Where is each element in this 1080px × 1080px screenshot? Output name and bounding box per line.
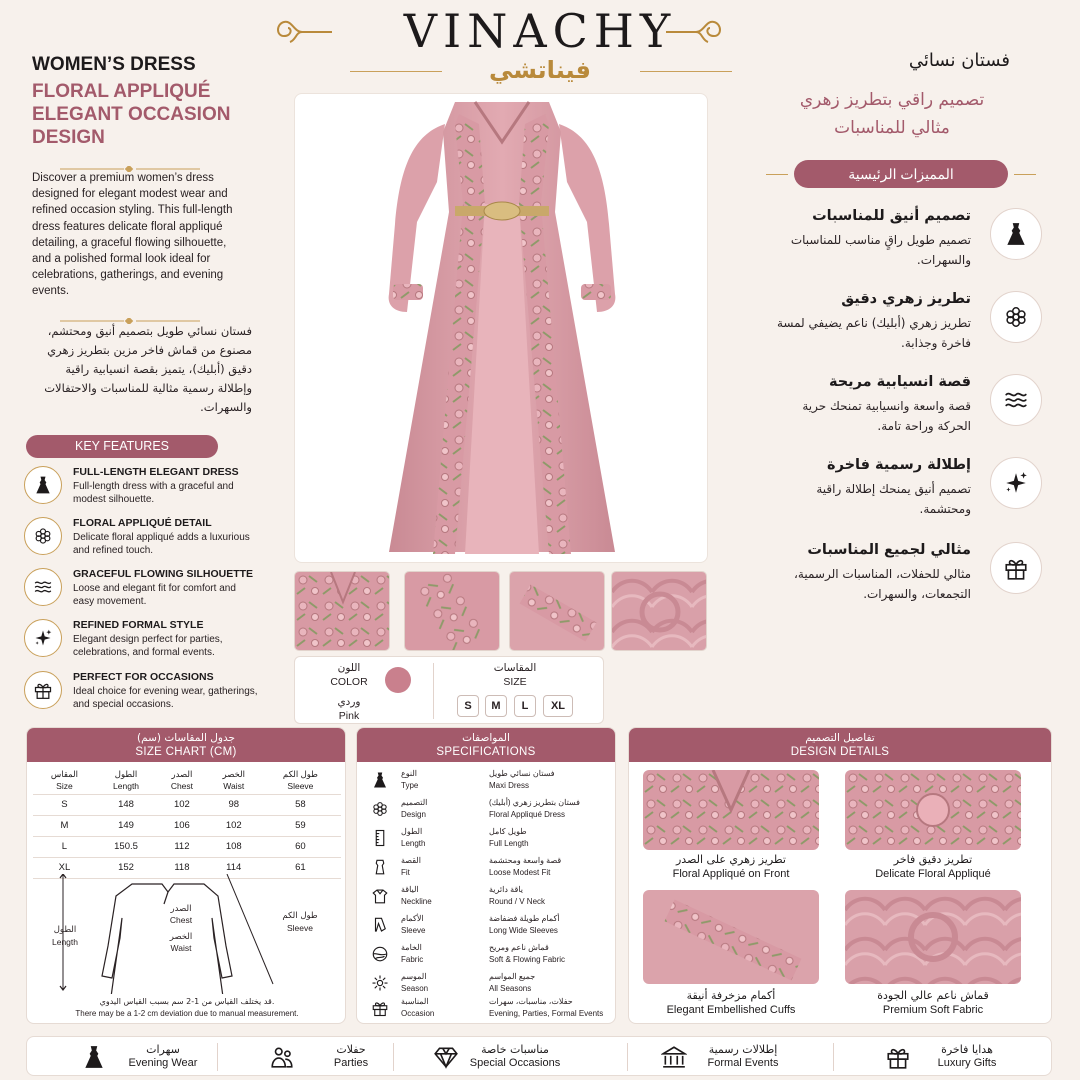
specifications-panel [356, 727, 616, 1024]
table-header-cell: الطول Length [96, 766, 156, 794]
season-icon [371, 974, 389, 992]
gift-icon [990, 542, 1042, 594]
dress-icon [24, 466, 62, 504]
neckline-icon [371, 887, 389, 905]
key-feature-item [24, 671, 264, 715]
occasion-evening-wear: سهرات Evening Wear [73, 1041, 223, 1073]
table-row: L 150.5 112 108 60 [33, 836, 341, 857]
flower-icon [990, 291, 1042, 343]
thumbnail-image[interactable] [404, 571, 500, 651]
building-icon [661, 1044, 687, 1070]
spec-row: الياقة Neckline ياقة دائرية Round / V Neck [371, 884, 603, 912]
key-feature-item [24, 517, 264, 561]
gift-icon [885, 1044, 911, 1070]
feature-desc: تصميم أنيق يمنحك إطلالة راقية ومحتشمة. [816, 482, 971, 516]
size-label-en: SIZE [503, 676, 527, 688]
feature-item-ar [770, 208, 1070, 278]
detail-image-fabric[interactable] [845, 890, 1021, 984]
spec-row: الأكمام Sleeve أكمام طويلة فضفاضة Long Wide Sleeves [371, 913, 603, 941]
fabric-icon [371, 945, 389, 963]
feature-item-ar [770, 457, 1070, 527]
size-chart-title-en: SIZE CHART (CM) [135, 746, 237, 758]
product-subtitle-ar [772, 86, 1012, 142]
feature-title: تصميم أنيق للمناسبات [812, 208, 971, 224]
product-subtitle-en: FLORAL APPLIQUÉ ELEGANT OCCASION DESIGN [32, 81, 231, 148]
spec-row: الموسم Season جميع المواسم All Seasons [371, 971, 603, 999]
size-label [445, 661, 585, 689]
feature-item-ar [770, 291, 1070, 361]
dress-icon [990, 208, 1042, 260]
note-en: There may be a 1-2 cm deviation due to manual measurement. [75, 1009, 299, 1018]
key-feature-item [24, 568, 264, 612]
key-feature-title: FULL-LENGTH ELEGANT DRESS [73, 466, 239, 478]
color-label-ar: اللون [337, 662, 361, 674]
feature-item-ar [770, 542, 1070, 612]
size-option-s[interactable]: S [457, 695, 479, 717]
design-details-title-ar: تفاصيل التصميم [805, 732, 875, 744]
detail-image-front[interactable] [643, 770, 819, 850]
spec-row: الخامة Fabric قماش ناعم ومريح Soft & Flowing Fabric [371, 942, 603, 970]
key-feature-desc: Delicate floral appliqué adds a luxurious and refined touch. [73, 532, 250, 556]
feature-desc: قصة واسعة وانسيابية تمنحك حرية الحركة وراحة تامة. [802, 399, 971, 433]
detail-caption: أكمام مزخرفة أنيقة Elegant Embellished Cuffs [666, 989, 796, 1016]
size-label-ar: المقاسات [493, 662, 537, 674]
specifications-title-en: SPECIFICATIONS [436, 746, 536, 758]
diamond-icon [433, 1044, 459, 1070]
detail-caption: قماش ناعم عالي الجودة Premium Soft Fabric [877, 989, 989, 1016]
table-header-cell: المقاس Size [33, 766, 96, 794]
table-header-cell: طول الكم Sleeve [260, 766, 341, 794]
product-title-en: WOMEN’S DRESS [32, 54, 196, 75]
color-name-ar: وردي [337, 696, 361, 708]
description-en: Discover a premium women’s dress designed for elegant modest wear and refined occasion styling. This full-length dress features delicate floral appliqué detailing, a graceful flowing silhouette, and a polished formal look ideal for celebrations, gatherings, and evening events. [32, 172, 233, 298]
key-feature-desc: Full-length dress with a graceful and modest silhouette. [73, 481, 234, 505]
fit-icon [371, 858, 389, 876]
size-chart-title-ar: جدول المقاسات (سم) [137, 732, 235, 744]
gift-icon [371, 999, 389, 1017]
color-swatch[interactable] [385, 667, 411, 693]
occasion-gifts: هدايا فاخرة Luxury Gifts [877, 1041, 1027, 1073]
sparkle-icon [990, 457, 1042, 509]
waist-label: الخصر Waist [169, 932, 193, 953]
thumbnail-image[interactable] [509, 571, 605, 651]
key-feature-title: FLORAL APPLIQUÉ DETAIL [73, 517, 212, 529]
table-row: M 149 106 102 59 [33, 815, 341, 836]
key-feature-title: REFINED FORMAL STYLE [73, 619, 204, 631]
detail-image-applique[interactable] [845, 770, 1021, 850]
feature-desc: تصميم طويل راقٍ مناسب للمناسبات والسهرات. [790, 233, 971, 267]
measurement-note [35, 996, 339, 1020]
gift-icon [24, 671, 62, 709]
detail-caption: تطريز زهري على الصدر Floral Appliqué on Front [672, 853, 790, 880]
occasion-formal: إطلالات رسمية Formal Events [653, 1041, 803, 1073]
table-header-cell: الخصر Waist [208, 766, 260, 794]
design-details-header [629, 728, 1051, 762]
design-details-title-en: DESIGN DETAILS [790, 746, 890, 758]
product-title-ar: فستان نسائي [908, 50, 1010, 71]
feature-desc: مثالي للحفلات، المناسبات الرسمية، التجمعات، والسهرات. [794, 567, 971, 601]
divider [766, 174, 788, 175]
features-label-ar: المميزات الرئيسية [794, 160, 1008, 188]
wave-icon [990, 374, 1042, 426]
size-chart-header [27, 728, 345, 762]
sparkle-icon [24, 619, 62, 657]
color-name-en: Pink [338, 710, 360, 722]
left-flourish-icon [272, 12, 334, 59]
measurement-diagram [27, 874, 346, 994]
feature-title: مثالي لجميع المناسبات [807, 542, 971, 558]
key-feature-title: GRACEFUL FLOWING SILHOUETTE [73, 568, 254, 580]
detail-image-cuffs[interactable] [643, 890, 819, 984]
key-feature-desc: Ideal choice for evening wear, gatherings, and special occasions. [73, 686, 258, 710]
feature-title: تطريز زهري دقيق [841, 291, 971, 307]
size-chart-table [33, 766, 341, 879]
brand-logo: VINACHY [403, 4, 677, 58]
table-row: XL 152 118 114 61 [33, 857, 341, 878]
thumbnail-image[interactable] [294, 571, 390, 651]
spec-row: التصميم Design فستان بتطريز زهري (أبليك) Floral Appliqué Dress [371, 797, 603, 825]
divider [1014, 174, 1036, 175]
subtitle-line: تصميم راقي بتطريز زهري [799, 90, 985, 110]
chest-label: الصدر Chest [169, 904, 193, 925]
description-ar: فستان نسائي طويل بتصميم أنيق ومحتشم، مصنوع من قماش فاخر مزين بتطريز زهري دقيق (أبليك)، يتميز بقصة انسيابية راقية وإطلالة رسمية مثالية للمناسبات والاحتفالات والسهرات. [44, 324, 252, 414]
thumbnail-image[interactable] [611, 571, 707, 651]
ruler-icon [371, 829, 389, 847]
feature-desc: تطريز زهري (أبليك) ناعم يضيفي لمسة فاخرة وجذابة. [776, 316, 971, 350]
divider [640, 71, 732, 72]
table-header-cell: الصدر Chest [156, 766, 208, 794]
spec-row: النوع Type فستان نسائي طويل Maxi Dress [371, 768, 603, 796]
key-feature-item [24, 466, 264, 510]
key-feature-item [24, 619, 264, 663]
sleeve-label: طول الكم Sleeve [282, 911, 318, 933]
divider [433, 663, 434, 719]
feature-title: إطلالة رسمية فاخرة [827, 457, 971, 473]
note-ar: قد يختلف القياس من 1-2 سم بسبب القياس اليدوي. [99, 997, 275, 1006]
right-flourish-icon [664, 12, 726, 59]
key-feature-title: PERFECT FOR OCCASIONS [73, 671, 214, 683]
sleeve-icon [371, 916, 389, 934]
table-row: S 148 102 98 58 [33, 794, 341, 815]
dress-icon [371, 771, 389, 789]
size-option-m[interactable]: M [485, 695, 507, 717]
key-feature-desc: Loose and elegant fit for comfort and easy movement. [73, 583, 236, 607]
key-feature-desc: Elegant design perfect for parties, celebrations, and formal events. [73, 634, 223, 658]
spec-row: المناسبة Occasion حفلات، مناسبات، سهرات Evening, Parties, Formal Events [371, 996, 603, 1024]
flower-icon [24, 517, 62, 555]
size-chart-panel [26, 727, 346, 1024]
flower-icon [371, 800, 389, 818]
subtitle-line: مثالي للمناسبات [834, 118, 950, 138]
feature-item-ar [770, 374, 1070, 444]
specifications-header [357, 728, 615, 762]
detail-caption: تطريز دقيق فاخر Delicate Floral Appliqué [875, 853, 991, 880]
color-label-en: COLOR [330, 676, 368, 688]
specifications-title-ar: المواصفات [462, 732, 510, 744]
product-options [294, 656, 604, 724]
length-label: الطول Length [52, 925, 78, 947]
spec-row: الطول Length طويل كامل Full Length [371, 826, 603, 854]
dress-icon [81, 1044, 107, 1070]
main-product-image[interactable] [294, 93, 708, 563]
occasion-special: مناسبات خاصة Special Occasions [425, 1041, 595, 1073]
table-header-row [33, 766, 341, 794]
size-option-xl[interactable]: XL [543, 695, 573, 717]
design-details-panel [628, 727, 1052, 1024]
color-label [309, 661, 389, 723]
key-features-label: KEY FEATURES [26, 435, 218, 458]
occasion-footer [26, 1036, 1052, 1076]
feature-title: قصة انسيابية مريحة [828, 374, 971, 390]
wave-icon [24, 568, 62, 606]
spec-row: القصة Fit قصة واسعة ومحتشمة Loose Modest Fit [371, 855, 603, 883]
brand-logo-arabic: فيناتشي [488, 56, 592, 84]
occasion-parties: حفلات Parties [261, 1041, 411, 1073]
people-icon [269, 1044, 295, 1070]
size-option-l[interactable]: L [514, 695, 536, 717]
